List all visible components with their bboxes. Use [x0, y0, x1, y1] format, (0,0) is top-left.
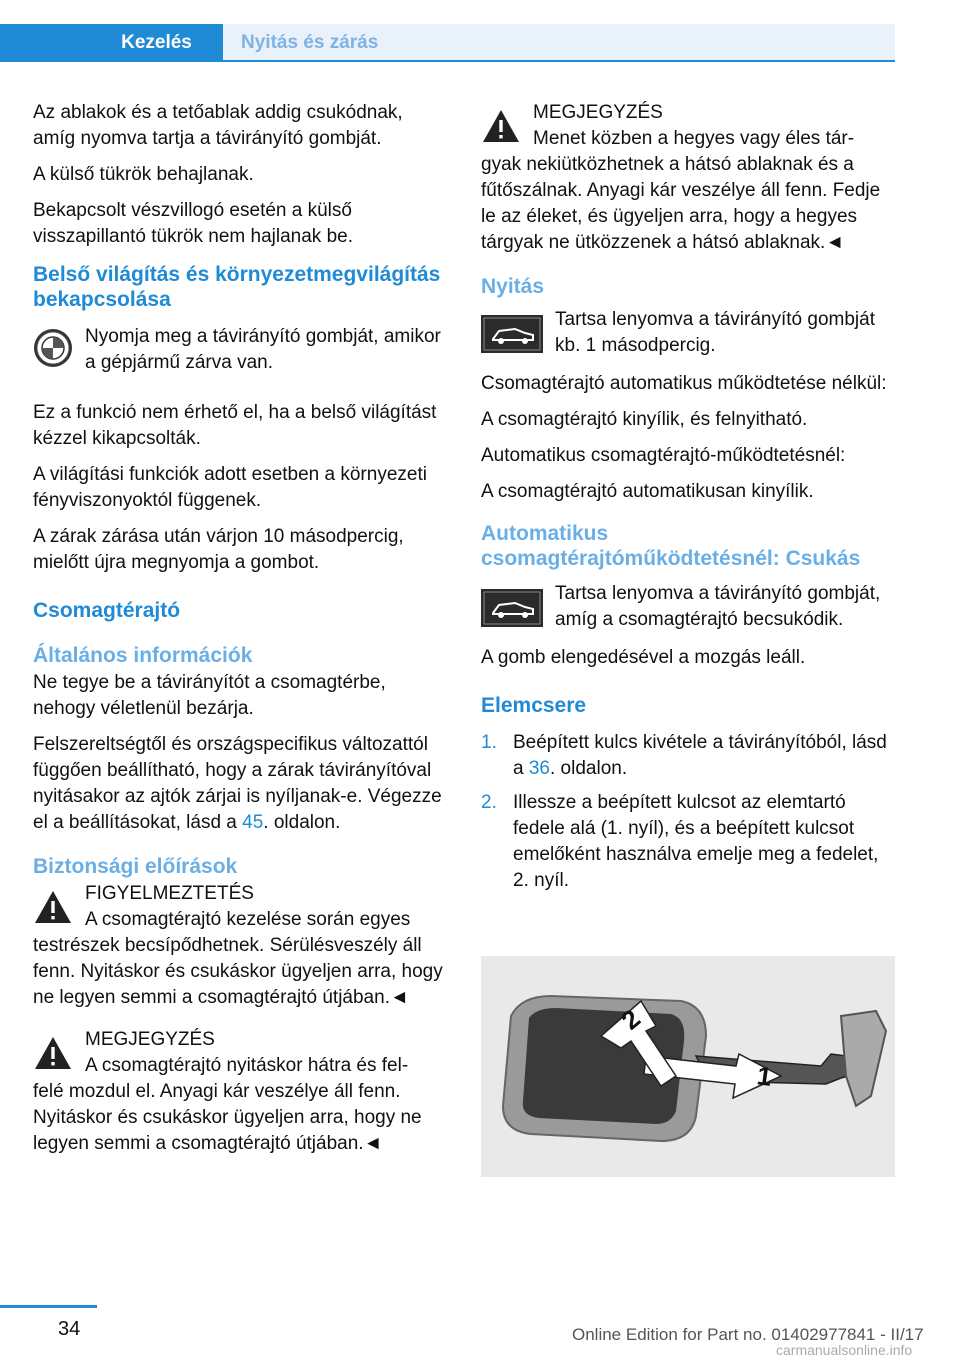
paragraph: Ne tegye be a távirányítót a csomagtérbe, nehogy véletlenül bezárja.	[33, 672, 386, 719]
warning-triangle-icon	[481, 108, 521, 152]
heading-lights: Belső világítás és környezetmegvilágítás bekapcsolása	[33, 263, 441, 311]
key-illustration	[481, 956, 895, 1177]
warning-head: FIGYELMEZTETÉS	[85, 883, 254, 904]
paragraph: Bekapcsolt vészvillogó esetén a külső visszapillantó tükrök nem hajlanak be.	[33, 200, 354, 247]
heading-trunk: Csomagtérajtó	[33, 599, 181, 622]
lights-text: Nyomja meg a távirányító gombját, amikor a gépjármű zárva van.	[85, 326, 441, 373]
heading-safety: Biztonsági előírások	[33, 855, 238, 878]
edition-text: Online Edition for Part no. 01402977841 - II/17	[572, 1325, 924, 1344]
paragraph: A zárak zárása után várjon 10 másodpercig, mielőtt újra megnyomja a gombot.	[33, 526, 404, 573]
step-number: 1.	[481, 732, 497, 753]
key-photo	[481, 956, 895, 1177]
paragraph: Automatikus csomagtérajtó-működtetésnél:	[481, 445, 846, 466]
page-link-45[interactable]: 45	[242, 812, 264, 833]
auto-close-instruction	[481, 581, 896, 633]
paragraph: A külső tükrök behajlanak.	[33, 164, 254, 185]
note-line: Menet közben a hegyes vagy éles tár-	[533, 128, 855, 149]
paragraph: Az ablakok és a tetőablak addig csukódnak, amíg nyomva tartja a távirányító gombját.	[33, 102, 403, 149]
note-block	[33, 1027, 448, 1157]
step-text-end: . oldalon.	[550, 758, 628, 779]
page-number: 34	[58, 1318, 81, 1340]
paragraph: A gomb elengedésével a mozgás leáll.	[481, 647, 806, 668]
watermark: carmanualsonline.info	[776, 1342, 913, 1358]
tab-kezeles[interactable]: Kezelés	[0, 24, 223, 62]
paragraph: A csomagtérajtó automatikusan kinyílik.	[481, 481, 814, 502]
warning-body: testrészek becsípődhetnek. Sérülésveszély áll fenn. Nyitáskor és csukáskor ügyeljen arra, hogy ne legyen semmi a csomagtérajtó útjában.◄	[33, 935, 443, 1008]
heading-battery: Elemcsere	[481, 694, 587, 717]
tab-nyitas-es-zaras[interactable]: Nyitás és zárás	[223, 24, 895, 62]
right-column	[481, 100, 896, 902]
heading-open: Nyitás	[481, 275, 545, 298]
car-trunk-icon	[481, 589, 543, 635]
warning-triangle-icon	[33, 1035, 73, 1079]
auto-close-text: Tartsa lenyomva a távirányító gombját, amíg a csomagtérajtó becsukódik.	[555, 583, 881, 630]
settings-text-end: . oldalon.	[263, 812, 341, 833]
note-head: MEGJEGYZÉS	[533, 102, 663, 123]
list-item	[481, 730, 896, 782]
open-instruction	[481, 307, 896, 359]
warning-line: A csomagtérajtó kezelése során egyes	[85, 909, 411, 930]
warning-block	[33, 881, 448, 1011]
bmw-key-button-icon	[33, 328, 73, 376]
lights-instruction	[33, 324, 448, 390]
header-tabs	[0, 0, 895, 62]
paragraph-settings	[33, 732, 448, 836]
list-item	[481, 790, 896, 894]
warning-triangle-icon	[33, 889, 73, 933]
note-line: A csomagtérajtó nyitáskor hátra és fel-	[85, 1055, 409, 1076]
note-body: felé mozdul el. Anyagi kár veszélye áll fenn. Nyitáskor és csukáskor ügyeljen arra, hogy ne legyen semmi a csomagtérajtó útjában.◄	[33, 1081, 422, 1154]
step-text: Illessze a beépített kulcsot az elemtartó fedele alá (1. nyíl), és a beépített kulcsot emelőként használva emelje meg a fedelet, 2. nyíl.	[513, 792, 879, 891]
settings-text: Felszereltségtől és országspecifikus változattól függően beállítható, hogy a zárak távirányítóval nyitásakor az ajtók zárjai is nyíljanak-e. Végezze el a beállításokat, lásd a	[33, 734, 442, 833]
note-body: gyak nekiütközhetnek a hátsó ablaknak és a fűtőszálnak. Anyagi kár veszélye áll fenn. Fedje le az éleket, és ügyeljen arra, hogy a hegyes tárgyak ne ütközzenek a hátsó ablaknak.◄	[481, 154, 881, 253]
note-head: MEGJEGYZÉS	[85, 1029, 215, 1050]
step-number: 2.	[481, 792, 497, 813]
paragraph: A világítási funkciók adott esetben a környezeti fényviszonyoktól függenek.	[33, 464, 427, 511]
heading-auto-close: Automatikus csomagtérajtóműködtetésnél: Csukás	[481, 522, 861, 570]
paragraph: A csomagtérajtó kinyílik, és felnyitható.	[481, 409, 808, 430]
battery-steps	[481, 730, 896, 894]
arrow-label-2: 2	[615, 1003, 646, 1036]
arrow-label-1: 1	[755, 1060, 774, 1092]
footer-rule	[0, 1305, 97, 1308]
note-block	[481, 100, 896, 256]
car-trunk-icon	[481, 315, 543, 361]
open-text: Tartsa lenyomva a távirányító gombját kb. 1 másodpercig.	[555, 309, 875, 356]
paragraph: Csomagtérajtó automatikus működtetése nélkül:	[481, 373, 887, 394]
step-text: Beépített kulcs kivétele a távirányítóból, lásd a	[513, 732, 887, 779]
heading-general: Általános információk	[33, 644, 253, 667]
page-link-36[interactable]: 36	[528, 758, 550, 779]
header-rule	[0, 60, 895, 62]
left-column	[33, 100, 448, 1173]
paragraph: Ez a funkció nem érhető el, ha a belső világítást kézzel kikapcsolták.	[33, 402, 437, 449]
